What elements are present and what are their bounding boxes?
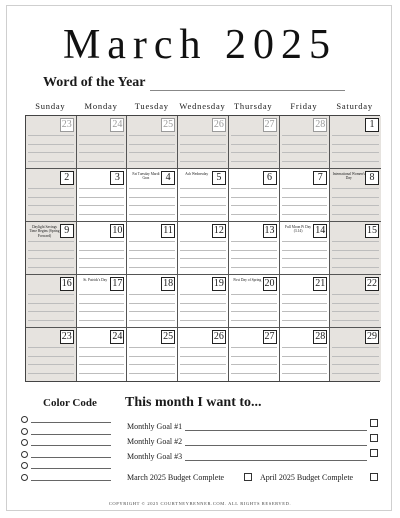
calendar-day-cell[interactable] [127, 222, 178, 275]
writing-line [231, 373, 277, 374]
monthly-goal-1 [127, 422, 382, 434]
writing-line [28, 144, 74, 145]
writing-line [129, 135, 175, 136]
writing-line [79, 188, 125, 189]
calendar-day-cell[interactable] [280, 169, 331, 222]
day-number: 28 [315, 119, 326, 130]
writing-line [282, 214, 328, 215]
calendar-day-cell[interactable] [127, 275, 178, 328]
day-number: 28 [315, 331, 326, 342]
writing-line [28, 294, 74, 295]
writing-line [180, 347, 226, 348]
calendar-grid [25, 115, 380, 382]
writing-line [282, 303, 328, 304]
monthly-goal-label: Monthly Goal #1 [127, 422, 183, 431]
color-code-line[interactable] [31, 445, 111, 446]
writing-line [79, 311, 125, 312]
copyright-footer: COPYRIGHT © 2025 COURTNEYBENNER.COM. ALL RIGHTS RESERVED. [108, 501, 292, 506]
day-number: 21 [315, 278, 326, 289]
goal-checkbox[interactable] [370, 419, 378, 427]
writing-line [231, 205, 277, 206]
writing-line [28, 267, 74, 268]
writing-line [79, 205, 125, 206]
calendar-day-cell[interactable] [280, 275, 331, 328]
calendar-day-cell[interactable] [26, 116, 77, 169]
day-number: 16 [61, 278, 72, 289]
day-number: 18 [163, 278, 174, 289]
writing-line [231, 250, 277, 251]
color-code-row[interactable] [21, 428, 113, 436]
writing-line [332, 144, 379, 145]
day-event-note: St. Patrick's Day [83, 278, 108, 282]
color-code-row[interactable] [21, 439, 113, 447]
color-swatch-circle[interactable] [21, 474, 28, 481]
writing-line [282, 144, 328, 145]
writing-line [129, 197, 175, 198]
writing-line [282, 373, 328, 374]
color-code-row[interactable] [21, 462, 113, 470]
writing-line [332, 303, 379, 304]
color-swatch-circle[interactable] [21, 428, 28, 435]
weekday-label: Saturday [336, 101, 373, 111]
writing-line [180, 311, 226, 312]
calendar-day-cell[interactable] [77, 222, 128, 275]
writing-line [129, 311, 175, 312]
writing-line [180, 188, 226, 189]
calendar-day-cell[interactable] [229, 169, 280, 222]
writing-line [231, 311, 277, 312]
weekday-label: Tuesday [134, 101, 169, 111]
writing-line [129, 214, 175, 215]
writing-line [180, 364, 226, 365]
day-number: 27 [264, 331, 275, 342]
writing-line [129, 258, 175, 259]
writing-line [180, 241, 226, 242]
writing-line [79, 144, 125, 145]
writing-line [332, 320, 379, 321]
weekday-label: Sunday [35, 101, 66, 111]
calendar-day-cell[interactable] [77, 169, 128, 222]
day-number: 24 [112, 331, 123, 342]
weekday-label: Monday [84, 101, 118, 111]
writing-line [282, 197, 328, 198]
day-number: 3 [110, 171, 124, 185]
writing-line [79, 356, 125, 357]
writing-line [231, 320, 277, 321]
writing-line [282, 188, 328, 189]
writing-line [79, 303, 125, 304]
calendar-day-cell[interactable] [26, 328, 77, 381]
calendar-day-cell[interactable] [178, 116, 229, 169]
day-event-note: Fat Tuesday Mardi Gras [132, 172, 160, 181]
writing-line [28, 161, 74, 162]
calendar-day-cell[interactable] [229, 222, 280, 275]
writing-line [282, 356, 328, 357]
calendar-day-cell[interactable] [330, 328, 381, 381]
writing-line [79, 294, 125, 295]
monthly-goal-label: Monthly Goal #3 [127, 452, 183, 461]
day-number: 22 [366, 278, 377, 289]
writing-line [28, 373, 74, 374]
writing-line [28, 311, 74, 312]
writing-line [180, 144, 226, 145]
goal-checkbox[interactable] [370, 449, 378, 457]
day-number: 4 [161, 171, 175, 185]
writing-line [282, 135, 328, 136]
day-number: 7 [313, 171, 327, 185]
monthly-goal-line[interactable] [185, 430, 367, 431]
writing-line [28, 188, 74, 189]
calendar-day-cell[interactable] [280, 328, 331, 381]
writing-line [129, 188, 175, 189]
writing-line [129, 294, 175, 295]
color-swatch-circle[interactable] [21, 451, 28, 458]
calendar-day-cell[interactable] [280, 222, 331, 275]
writing-line [79, 241, 125, 242]
writing-line [332, 205, 379, 206]
day-number: 26 [213, 119, 224, 130]
budget-march-checkbox[interactable] [244, 473, 252, 481]
writing-line [332, 356, 379, 357]
day-number: 20 [264, 278, 275, 289]
writing-line [332, 250, 379, 251]
writing-line [129, 267, 175, 268]
writing-line [180, 161, 226, 162]
monthly-goal-label: Monthly Goal #2 [127, 437, 183, 446]
writing-line [231, 347, 277, 348]
day-number: 27 [264, 119, 275, 130]
color-code-row[interactable] [21, 451, 113, 459]
writing-line [28, 303, 74, 304]
monthly-goal-3 [127, 452, 382, 464]
word-of-year-field[interactable] [150, 90, 345, 91]
writing-line [231, 144, 277, 145]
writing-line [282, 205, 328, 206]
writing-line [129, 205, 175, 206]
writing-line [332, 152, 379, 153]
writing-line [332, 197, 379, 198]
writing-line [28, 258, 74, 259]
day-number: 25 [163, 331, 174, 342]
writing-line [79, 320, 125, 321]
writing-line [79, 373, 125, 374]
word-of-year-label: Word of the Year [43, 75, 146, 90]
calendar-day-cell[interactable] [77, 328, 128, 381]
calendar-day-cell[interactable] [26, 222, 77, 275]
writing-line [28, 356, 74, 357]
writing-line [180, 205, 226, 206]
calendar-day-cell[interactable] [229, 328, 280, 381]
writing-line [129, 364, 175, 365]
day-event-note: Full Moon Pi Day (3.14) [285, 225, 312, 234]
day-number: 6 [263, 171, 277, 185]
writing-line [180, 303, 226, 304]
writing-line [129, 250, 175, 251]
calendar-day-cell[interactable] [127, 169, 178, 222]
writing-line [129, 241, 175, 242]
writing-line [332, 294, 379, 295]
writing-line [282, 267, 328, 268]
writing-line [180, 135, 226, 136]
writing-line [282, 152, 328, 153]
writing-line [28, 364, 74, 365]
writing-line [79, 250, 125, 251]
writing-line [282, 161, 328, 162]
day-number: 15 [366, 225, 377, 236]
writing-line [180, 152, 226, 153]
writing-line [79, 347, 125, 348]
budget-april-label: April 2025 Budget Complete [260, 473, 354, 482]
day-event-note: International Women's Day [332, 172, 365, 181]
writing-line [231, 152, 277, 153]
weekday-label: Thursday [233, 101, 273, 111]
writing-line [231, 303, 277, 304]
writing-line [332, 188, 379, 189]
writing-line [28, 135, 74, 136]
budget-april-checkbox[interactable] [370, 473, 378, 481]
writing-line [332, 135, 379, 136]
writing-line [129, 161, 175, 162]
calendar-day-cell[interactable] [229, 116, 280, 169]
writing-line [180, 267, 226, 268]
writing-line [231, 188, 277, 189]
writing-line [28, 320, 74, 321]
writing-line [231, 267, 277, 268]
writing-line [79, 161, 125, 162]
writing-line [129, 373, 175, 374]
day-number: 14 [315, 225, 326, 236]
writing-line [28, 250, 74, 251]
day-number: 12 [213, 225, 224, 236]
writing-line [28, 241, 74, 242]
writing-line [28, 197, 74, 198]
writing-line [180, 356, 226, 357]
writing-line [332, 364, 379, 365]
monthly-goal-2 [127, 437, 382, 449]
calendar-day-cell[interactable] [26, 275, 77, 328]
color-swatch-circle[interactable] [21, 439, 28, 446]
calendar-day-cell[interactable] [77, 116, 128, 169]
writing-line [129, 152, 175, 153]
day-event-note: Daylight Savings Time Begins (Spring Forward) [29, 225, 60, 238]
calendar-day-cell[interactable] [178, 169, 229, 222]
day-number: 10 [112, 225, 123, 236]
monthly-goal-line[interactable] [185, 445, 367, 446]
writing-line [282, 250, 328, 251]
color-code-line[interactable] [31, 468, 111, 469]
writing-line [28, 214, 74, 215]
writing-line [332, 214, 379, 215]
writing-line [79, 258, 125, 259]
day-event-note: Ash Wednesday [185, 172, 209, 176]
day-number: 8 [365, 171, 379, 185]
writing-line [282, 347, 328, 348]
calendar-day-cell[interactable] [178, 275, 229, 328]
day-number: 19 [213, 278, 224, 289]
writing-line [180, 373, 226, 374]
month-goals-title: This month I want to... [125, 395, 262, 410]
day-number: 25 [163, 119, 174, 130]
writing-line [332, 311, 379, 312]
writing-line [282, 320, 328, 321]
writing-line [282, 364, 328, 365]
writing-line [28, 152, 74, 153]
writing-line [282, 258, 328, 259]
color-swatch-circle[interactable] [21, 416, 28, 423]
writing-line [180, 258, 226, 259]
writing-line [231, 135, 277, 136]
day-number: 11 [161, 224, 175, 238]
budget-march-label: March 2025 Budget Complete [127, 473, 225, 482]
writing-line [231, 356, 277, 357]
writing-line [231, 294, 277, 295]
writing-line [231, 214, 277, 215]
writing-line [180, 294, 226, 295]
calendar-day-cell[interactable] [26, 169, 77, 222]
color-code-line[interactable] [31, 480, 111, 481]
writing-line [282, 294, 328, 295]
writing-line [180, 320, 226, 321]
writing-line [180, 197, 226, 198]
calendar-day-cell[interactable] [178, 328, 229, 381]
writing-line [28, 205, 74, 206]
writing-line [332, 373, 379, 374]
writing-line [79, 197, 125, 198]
writing-line [129, 303, 175, 304]
day-number: 23 [61, 331, 72, 342]
day-number: 26 [213, 331, 224, 342]
calendar-day-cell[interactable] [280, 116, 331, 169]
writing-line [231, 241, 277, 242]
monthly-goal-line[interactable] [185, 460, 367, 461]
calendar-day-cell[interactable] [127, 328, 178, 381]
color-swatch-circle[interactable] [21, 462, 28, 469]
color-code-line[interactable] [31, 422, 111, 423]
writing-line [79, 135, 125, 136]
weekday-label: Friday [290, 101, 318, 111]
writing-line [79, 152, 125, 153]
day-number: 17 [112, 278, 123, 289]
calendar-day-cell[interactable] [330, 222, 381, 275]
day-number: 9 [60, 224, 74, 238]
calendar-day-cell[interactable] [330, 116, 381, 169]
writing-line [231, 258, 277, 259]
writing-line [129, 320, 175, 321]
writing-line [282, 241, 328, 242]
writing-line [231, 197, 277, 198]
calendar-day-cell[interactable] [229, 275, 280, 328]
day-number: 24 [112, 119, 123, 130]
writing-line [180, 214, 226, 215]
day-event-note: First Day of Spring [233, 278, 262, 282]
day-number: 29 [366, 331, 377, 342]
day-number: 5 [212, 171, 226, 185]
writing-line [129, 356, 175, 357]
color-code-title: Color Code [43, 397, 97, 409]
day-number: 23 [61, 119, 72, 130]
writing-line [282, 311, 328, 312]
writing-line [332, 161, 379, 162]
writing-line [129, 347, 175, 348]
weekday-header [25, 101, 380, 113]
calendar-day-cell[interactable] [127, 116, 178, 169]
color-code-row[interactable] [21, 416, 113, 424]
calendar-day-cell[interactable] [178, 222, 229, 275]
writing-line [28, 347, 74, 348]
day-number: 1 [365, 118, 379, 132]
calendar-day-cell[interactable] [330, 169, 381, 222]
writing-line [129, 144, 175, 145]
writing-line [180, 250, 226, 251]
calendar-day-cell[interactable] [77, 275, 128, 328]
day-number: 13 [264, 225, 275, 236]
writing-line [332, 258, 379, 259]
day-number: 2 [60, 171, 74, 185]
writing-line [79, 267, 125, 268]
page-title: March 2025 [62, 22, 338, 68]
calendar-day-cell[interactable] [330, 275, 381, 328]
color-code-line[interactable] [31, 434, 111, 435]
weekday-label: Wednesday [179, 101, 226, 111]
writing-line [332, 267, 379, 268]
goal-checkbox[interactable] [370, 434, 378, 442]
writing-line [231, 161, 277, 162]
color-code-row[interactable] [21, 474, 113, 482]
writing-line [332, 241, 379, 242]
writing-line [79, 214, 125, 215]
color-code-line[interactable] [31, 457, 111, 458]
writing-line [231, 364, 277, 365]
writing-line [332, 347, 379, 348]
writing-line [79, 364, 125, 365]
